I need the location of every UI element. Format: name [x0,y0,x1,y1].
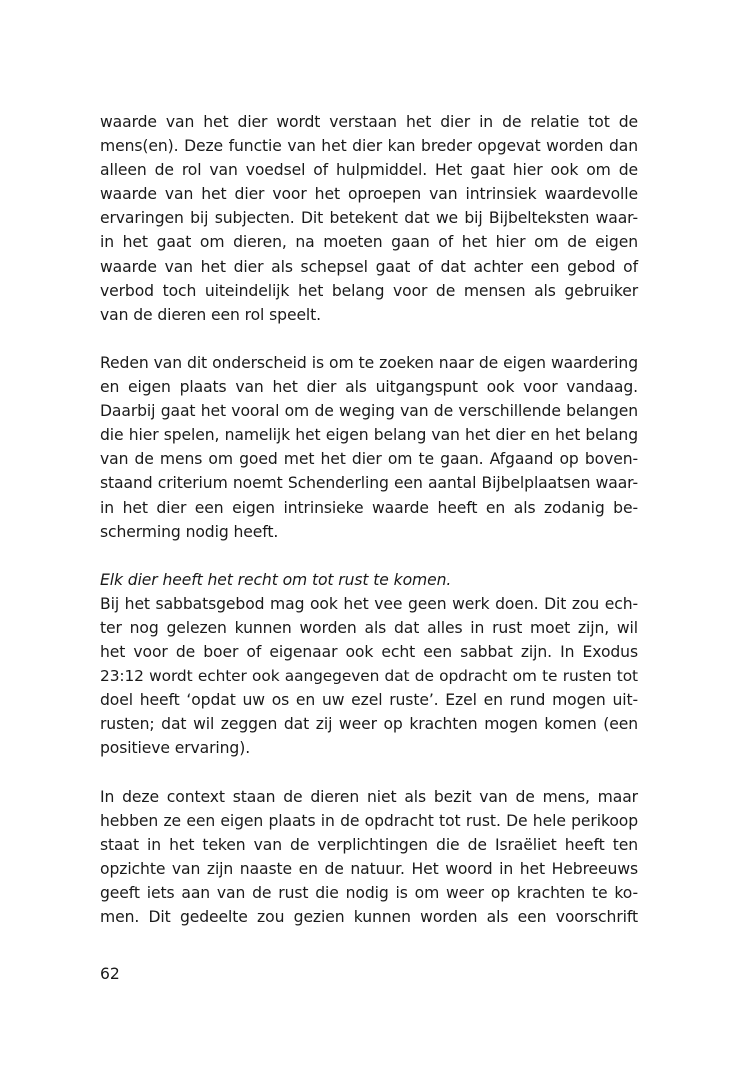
text-line: waarde van het dier voor het oproepen van intrinsiek waardevolle [100,185,638,204]
subheading-text: Elk dier heeft het recht om tot rust te komen. [100,570,452,589]
text-line: hebben ze een eigen plaats in de opdracht tot rust. De hele perikoop [100,811,638,830]
section-subheading [100,568,638,592]
text-line: 23:12 wordt echter ook aangegeven dat de opdracht om te rusten tot [100,667,638,686]
text-line: die hier spelen, namelijk het eigen belang van het dier en het belang [100,426,638,445]
text-line: ervaringen bij subjecten. Dit betekent dat we bij Bijbelteksten waar- [100,209,638,228]
text-line: van de dieren een rol speelt. [100,305,322,324]
page-number: 62 [100,965,120,983]
paragraph [100,592,638,761]
text-line: staand criterium noemt Schenderling een aantal Bijbelplaatsen waar- [100,474,638,493]
text-line: Reden van dit onderscheid is om te zoeken naar de eigen waardering [100,353,638,372]
paragraph [100,351,638,544]
text-line: het voor de boer of eigenaar ook echt een sabbat zijn. In Exodus [100,643,638,662]
text-line: staat in het teken van de verplichtingen die de Israëliet heeft ten [100,835,638,854]
text-line: in het dier een eigen intrinsieke waarde heeft en als zodanig be- [100,498,638,517]
paragraph [100,785,638,930]
text-line: scherming nodig heeft. [100,522,279,541]
text-line: rusten; dat wil zeggen dat zij weer op krachten mogen komen (een [100,715,638,734]
text-line: Daarbij gaat het vooral om de weging van de verschillende belangen [100,402,638,421]
text-line: ter nog gelezen kunnen worden als dat alles in rust moet zijn, wil [100,618,638,637]
text-line: en eigen plaats van het dier als uitgangspunt ook voor vandaag. [100,378,638,397]
text-line: van de mens om goed met het dier om te gaan. Afgaand op boven- [100,450,638,469]
text-line: waarde van het dier als schepsel gaat of dat achter een gebod of [100,257,638,276]
paragraph-gap [100,761,638,785]
text-line: verbod toch uiteindelijk het belang voor de mensen als gebruiker [100,281,638,300]
text-line: men. Dit gedeelte zou gezien kunnen worden als een voorschrift [100,908,638,927]
text-line: waarde van het dier wordt verstaan het dier in de relatie tot de [100,113,638,131]
paragraph-gap [100,327,638,351]
page-body [100,110,638,929]
text-line: in het gaat om dieren, na moeten gaan of het hier om de eigen [100,233,638,252]
text-line: In deze context staan de dieren niet als bezit van de mens, maar [100,787,638,806]
text-line: positieve ervaring). [100,739,251,758]
text-line: alleen de rol van voedsel of hulpmiddel. Het gaat hier ook om de [100,161,638,180]
text-line: opzichte van zijn naaste en de natuur. Het woord in het Hebreeuws [100,859,638,878]
text-line: doel heeft ‘opdat uw os en uw ezel ruste’. Ezel en rund mogen uit- [100,691,638,710]
paragraph [100,110,638,327]
text-line: Bij het sabbatsgebod mag ook het vee geen werk doen. Dit zou ech- [100,594,638,613]
paragraph-gap [100,544,638,568]
text-line: geeft iets aan van de rust die nodig is om weer op krachten te ko- [100,884,638,902]
text-line: mens(en). Deze functie van het dier kan breder opgevat worden dan [100,137,638,156]
